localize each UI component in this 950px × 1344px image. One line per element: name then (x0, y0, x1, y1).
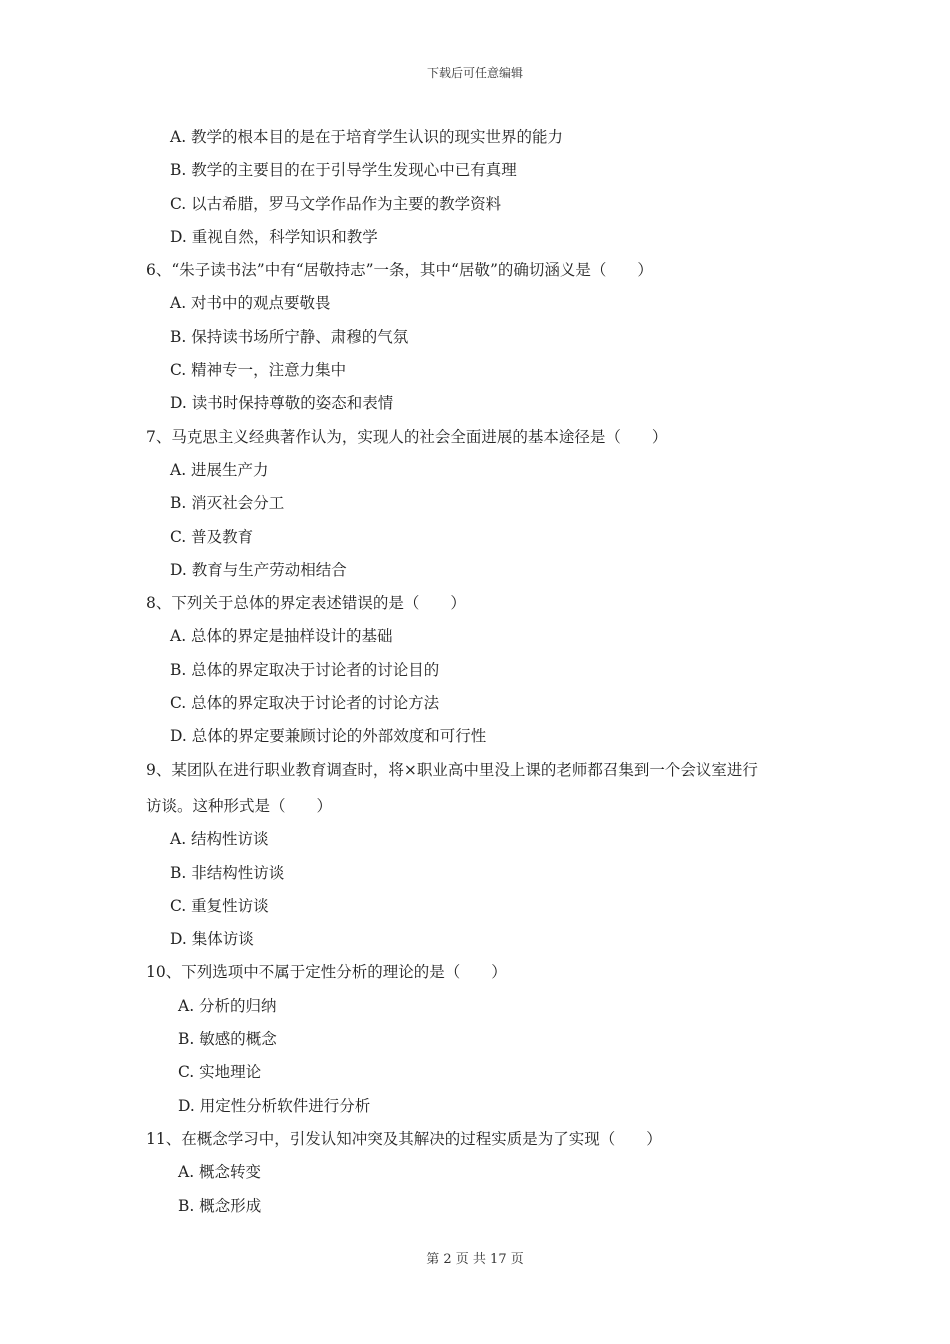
option-line: C. 重复性访谈 (170, 896, 269, 915)
question-line: 11、在概念学习中，引发认知冲突及其解决的过程实质是为了实现（ ） (146, 1129, 662, 1148)
option-line: B. 敏感的概念 (178, 1030, 277, 1049)
option-line: A. 结构性访谈 (170, 830, 269, 849)
option-line: D. 重视自然，科学知识和教学 (170, 227, 378, 246)
option-line: D. 集体访谈 (170, 930, 254, 949)
option-line: A. 分析的归纳 (178, 996, 277, 1015)
question-line: 9、某团队在进行职业教育调查时，将×职业高中里没上课的老师都召集到一个会议室进行 (146, 760, 758, 779)
option-line: A. 对书中的观点要敬畏 (170, 294, 331, 313)
option-line: D. 读书时保持尊敬的姿态和表情 (170, 394, 394, 413)
option-line: A. 教学的根本目的是在于培育学生认识的现实世界的能力 (170, 128, 564, 146)
option-line: C. 实地理论 (178, 1063, 262, 1082)
page-footer: 第 2 页 共 17 页 (426, 1252, 524, 1267)
question-line: 7、马克思主义经典著作认为，实现人的社会全面进展的基本途径是（ ） (146, 427, 668, 446)
option-line: B. 总体的界定取决于讨论者的讨论目的 (170, 660, 440, 679)
option-line: B. 教学的主要目的在于引导学生发现心中已有真理 (170, 161, 517, 180)
option-line: D. 用定性分析软件进行分析 (178, 1096, 371, 1115)
page-header: 下载后可任意编辑 (426, 66, 523, 80)
option-line: B. 概念形成 (178, 1196, 262, 1215)
question-continuation-line: 访谈。这种形式是（ ） (146, 796, 333, 815)
question-line: 10、下列选项中不属于定性分析的理论的是（ ） (146, 963, 507, 982)
option-line: C. 精神专一，注意力集中 (170, 361, 347, 380)
question-list (146, 121, 826, 1223)
option-line: C. 以古希腊，罗马文学作品作为主要的教学资料 (170, 194, 502, 213)
option-line: A. 进展生产力 (170, 460, 269, 479)
option-line: C. 普及教育 (170, 527, 254, 546)
option-line: B. 非结构性访谈 (170, 863, 285, 882)
option-line: A. 概念转变 (178, 1163, 262, 1182)
question-line: 6、“朱子读书法”中有“居敬持志”一条，其中“居敬”的确切涵义是（ ） (146, 261, 653, 280)
option-line: C. 总体的界定取决于讨论者的讨论方法 (170, 694, 440, 713)
question-line: 8、下列关于总体的界定表述错误的是（ ） (146, 594, 466, 613)
option-line: D. 教育与生产劳动相结合 (170, 560, 347, 579)
option-line: B. 保持读书场所宁静、肃穆的气氛 (170, 327, 409, 346)
option-line: D. 总体的界定要兼顾讨论的外部效度和可行性 (170, 727, 487, 746)
option-line: A. 总体的界定是抽样设计的基础 (170, 627, 393, 646)
option-line: B. 消灭社会分工 (170, 494, 285, 513)
